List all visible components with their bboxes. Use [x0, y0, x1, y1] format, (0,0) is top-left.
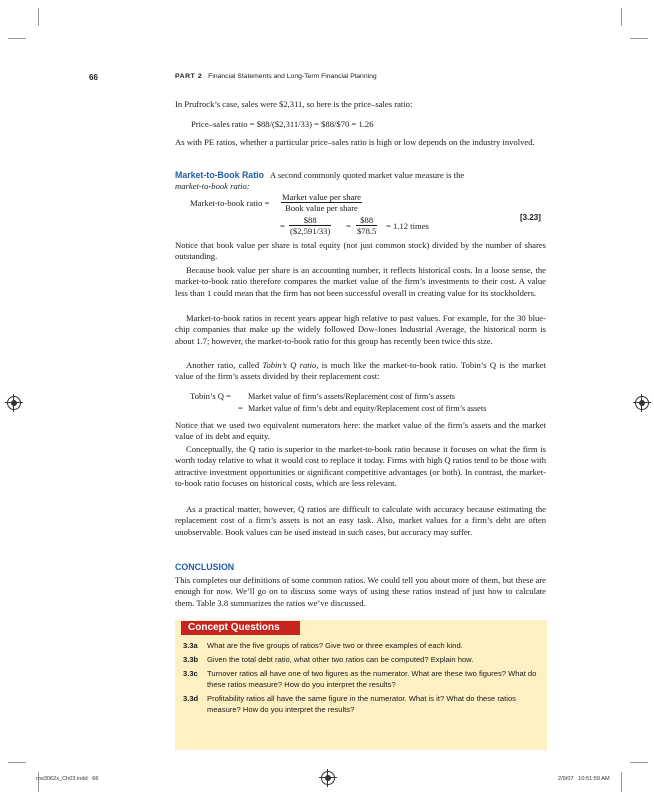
tobin-eq-rhs-2: Market value of firm’s debt and equity/Replacement cost of firm’s assets: [248, 404, 487, 413]
concept-question: [183, 655, 538, 666]
body-paragraph: As a practical matter, however, Q ratios are difficult to calculate with accuracy because estimating the replacement cost of a firm’s assets is not an easy task. Also, market values for a firm’s debt are often unobservable. Book values can be used instead in such cases, but accuracy may suffer.: [175, 504, 546, 537]
question-number: 3.3b: [183, 655, 199, 664]
registration-mark-icon: [7, 396, 21, 410]
body-paragraph: Market-to-book ratios in recent years appear high relative to past values. For example, for the 30 blue-chip companies that make up the widely followed Dow-Jones Industrial Average, the historical norm is about 1.7; however, the market-to-book ratio for this group has recently been twice this size.: [175, 313, 546, 346]
footer-timestamp: 2/9/07 10:51:59 AM: [558, 776, 610, 782]
mtb-intro-text: A second commonly quoted market value measure is the: [269, 170, 465, 180]
mtb-heading: Market-to-Book Ratio: [175, 170, 264, 180]
intro-paragraph: In Prufrock’s case, sales were $2,311, so here is the price–sales ratio:: [175, 99, 413, 109]
tobin-intro-paragraph: [175, 360, 546, 383]
concept-question: [183, 694, 538, 715]
price-sales-formula: Price–sales ratio = $88/($2,311/33) = $88/$70 = 1.26: [191, 119, 374, 129]
body-paragraph: Notice that book value per share is total equity (not just common stock) divided by the number of shares outstanding.: [175, 240, 546, 262]
mtb-result: = 1.12 times: [386, 221, 429, 231]
crop-mark: [621, 772, 622, 792]
fraction-denominator: $78.5: [357, 226, 377, 236]
page-number: 66: [89, 73, 98, 82]
concept-questions-title: Concept Questions: [181, 621, 300, 635]
footer-file: ros3062x_Ch03.indd 66: [36, 776, 99, 782]
mtb-equation-lhs: Market-to-book ratio =: [190, 198, 270, 208]
tobin-eq-lhs: Tobin’s Q =: [190, 391, 232, 401]
crop-mark: [38, 772, 39, 792]
question-number: 3.3d: [183, 694, 199, 703]
tobin-intro-b: is much like the market-to-book ratio. Tobin’s Q is the market value of the firm’s assets divided by their replacement cost:: [175, 360, 546, 382]
question-number: 3.3a: [183, 641, 198, 650]
crop-mark: [621, 8, 622, 26]
mtb-intro-paragraph: [175, 170, 546, 193]
crop-mark: [8, 762, 26, 763]
registration-mark-icon: [635, 396, 649, 410]
equals-sign: =: [346, 221, 351, 231]
fraction-numerator: $88: [289, 215, 331, 226]
tobin-intro-a: Another ratio, called: [186, 360, 260, 370]
fraction-denominator: ($2,591/33): [290, 226, 331, 236]
crop-mark: [38, 8, 39, 26]
mtb-intro-italic: market-to-book ratio:: [175, 181, 250, 192]
question-number: 3.3c: [183, 669, 198, 678]
crop-mark: [8, 38, 26, 39]
equals-sign: =: [238, 403, 243, 413]
mtb-fraction-definition: [281, 192, 362, 213]
fraction-numerator: Market value per share: [282, 192, 361, 202]
equation-number: [3.23]: [520, 213, 541, 222]
tobin-term: Tobin’s Q ratio,: [262, 360, 319, 370]
part-label: PART 2: [175, 73, 203, 80]
mtb-fraction-values: [289, 215, 331, 236]
question-text: Given the total debt ratio, what other two ratios can be computed? Explain how.: [207, 655, 474, 664]
body-paragraph: Conceptually, the Q ratio is superior to the market-to-book ratio because it focuses on what the firm is worth today relative to what it would cost to replace it today. Firms with high Q ratios tend to be those with attractive investment opportunities or significant competitive advantages (or both). In contrast, the market-to-book ratio focuses on historical costs, which are less relevant.: [175, 444, 546, 489]
question-text: Turnover ratios all have one of two figures as the numerator. What are these two figures? What do these ratios measure? How do you interpret the results?: [207, 669, 537, 689]
tobin-eq-rhs-1: Market value of firm’s assets/Replacement cost of firm’s assets: [248, 392, 455, 401]
equals-sign: =: [280, 221, 285, 231]
fraction-numerator: $88: [356, 215, 377, 226]
registration-mark-icon: [321, 771, 335, 785]
crop-mark: [630, 38, 648, 39]
body-paragraph: Because book value per share is an accounting number, it reflects historical costs. In a loose sense, the market-to-book ratio therefore compares the market value of the firm’s investments to their cost. A value less than 1 could mean that the firm has not been successful overall in creating value for its stockholders.: [175, 265, 546, 298]
crop-mark: [630, 762, 648, 763]
question-text: What are the five groups of ratios? Give two or three examples of each kind.: [207, 641, 463, 650]
mtb-fraction-simplified: [356, 215, 377, 236]
running-header: [175, 73, 377, 80]
conclusion-heading: CONCLUSION: [175, 562, 235, 572]
body-paragraph: Notice that we used two equivalent numerators here: the market value of the firm’s assets and the market value of its debt and equity.: [175, 420, 546, 442]
concept-question: [183, 669, 538, 690]
question-text: Profitability ratios all have the same figure in the numerator. What is it? What do these ratios measure? How do you interpret the results?: [207, 694, 516, 714]
concept-question: [183, 641, 538, 652]
fraction-denominator: Book value per share: [285, 203, 358, 213]
conclusion-paragraph: This completes our definitions of some common ratios. We could tell you about more of them, but these are enough for now. We’ll go on to discuss some ways of using these ratios instead of just how to calculate them. Table 3.8 summarizes the ratios we’ve discussed.: [175, 575, 546, 608]
pe-note-paragraph: As with PE ratios, whether a particular price–sales ratio is high or low depends on the industry involved.: [175, 137, 535, 147]
part-title: Financial Statements and Long-Term Financial Planning: [208, 73, 377, 80]
